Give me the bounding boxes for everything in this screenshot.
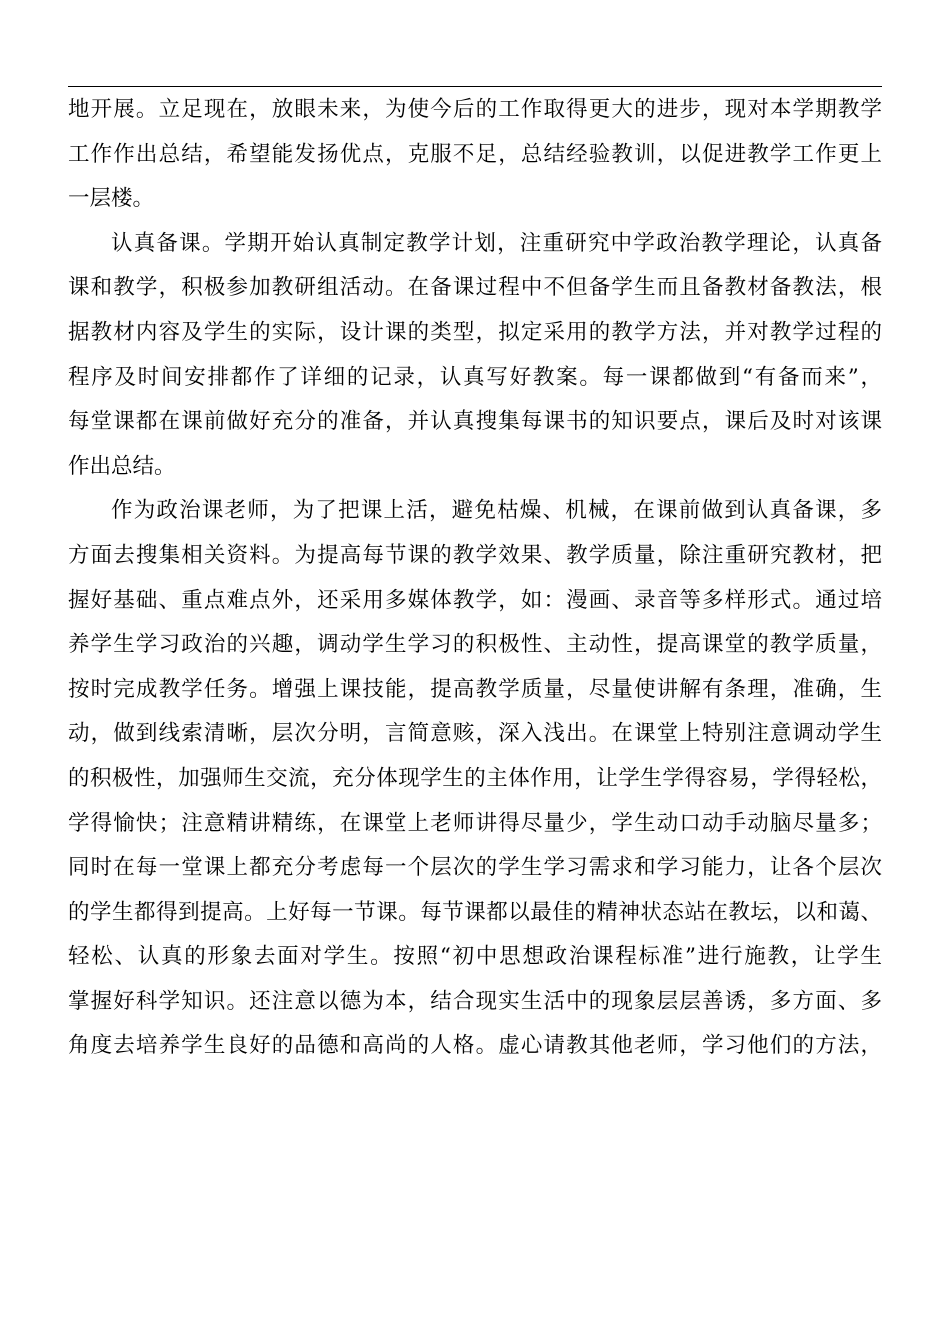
text-line: 每堂课都在课前做好充分的准备，并认真搜集每课书的知识要点，课后及时对该课 bbox=[68, 409, 882, 435]
text-line: 按时完成教学任务。增强上课技能，提高教学质量，尽量使讲解有条理，准确，生 bbox=[68, 676, 882, 702]
text-line: 同时在每一堂课上都充分考虑每一个层次的学生学习需求和学习能力，让各个层次 bbox=[68, 855, 882, 881]
text-line: 轻松、认真的形象去面对学生。按照“初中思想政治课程标准”进行施教，让学生 bbox=[68, 944, 882, 970]
text-line: 据教材内容及学生的实际，设计课的类型，拟定采用的教学方法，并对教学过程的 bbox=[68, 319, 882, 345]
text-line: 养学生学习政治的兴趣，调动学生学习的积极性、主动性，提高课堂的教学质量， bbox=[68, 632, 882, 658]
paragraph-start-line: 认真备课。学期开始认真制定教学计划，注重研究中学政治教学理论，认真备 bbox=[111, 230, 882, 256]
text-line: 作出总结。 bbox=[68, 453, 176, 479]
text-line: 学得愉快；注意精讲精练，在课堂上老师讲得尽量少，学生动口动手动脑尽量多； bbox=[68, 810, 882, 836]
header-rule bbox=[68, 86, 882, 87]
text-line: 方面去搜集相关资料。为提高每节课的教学效果、教学质量，除注重研究教材，把 bbox=[68, 542, 882, 568]
text-line: 工作作出总结，希望能发扬优点，克服不足，总结经验教训，以促进教学工作更上 bbox=[68, 141, 882, 167]
text-line: 的学生都得到提高。上好每一节课。每节课都以最佳的精神状态站在教坛，以和蔼、 bbox=[68, 899, 882, 925]
text-line: 握好基础、重点难点外，还采用多媒体教学，如：漫画、录音等多样形式。通过培 bbox=[68, 587, 882, 613]
text-line: 程序及时间安排都作了详细的记录，认真写好教案。每一课都做到“有备而来”， bbox=[68, 364, 882, 390]
text-line: 的积极性，加强师生交流，充分体现学生的主体作用，让学生学得容易，学得轻松， bbox=[68, 765, 882, 791]
body-text bbox=[68, 88, 882, 1069]
text-line: 掌握好科学知识。还注意以德为本，结合现实生活中的现象层层善诱，多方面、多 bbox=[68, 988, 882, 1014]
text-line: 角度去培养学生良好的品德和高尚的人格。虚心请教其他老师，学习他们的方法， bbox=[68, 1033, 882, 1059]
text-line: 地开展。立足现在，放眼未来，为使今后的工作取得更大的进步，现对本学期教学 bbox=[68, 97, 882, 122]
paragraph-start-line: 作为政治课老师，为了把课上活，避免枯燥、机械，在课前做到认真备课，多 bbox=[111, 498, 882, 524]
text-line: 动，做到线索清晰，层次分明，言简意赅，深入浅出。在课堂上特别注意调动学生 bbox=[68, 721, 882, 747]
text-line: 一层楼。 bbox=[68, 186, 155, 212]
text-line: 课和教学，积极参加教研组活动。在备课过程中不但备学生而且备教材备教法，根 bbox=[68, 275, 882, 301]
